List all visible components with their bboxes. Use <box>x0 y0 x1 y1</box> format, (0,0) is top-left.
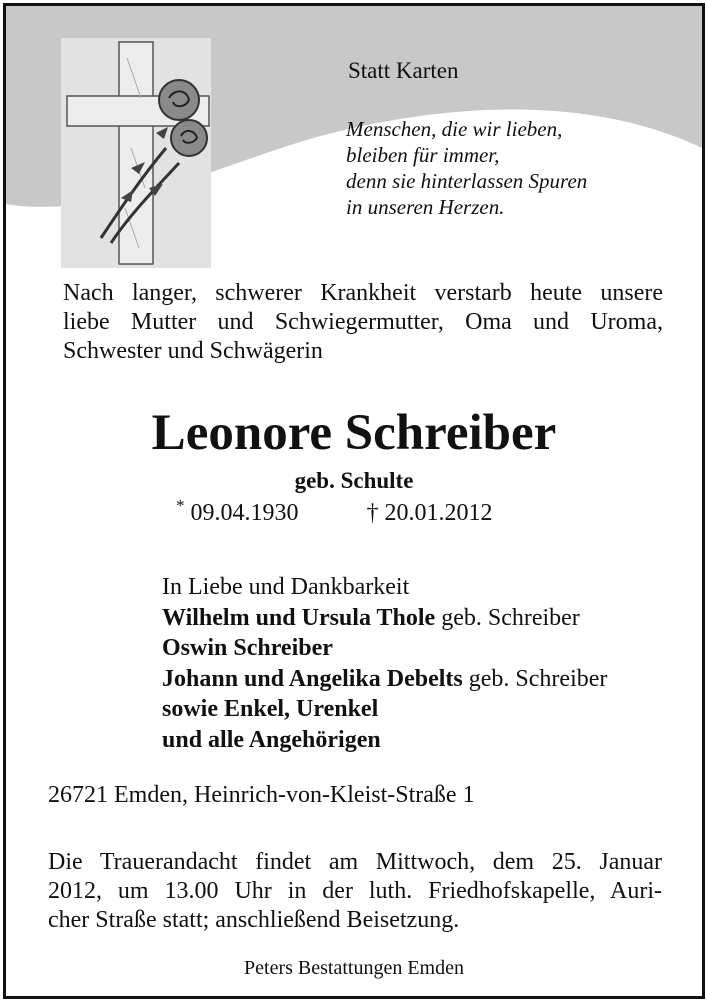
mourner-nee: geb. Schreiber <box>435 604 580 631</box>
address: 26721 Emden, Heinrich-von-Kleist-Straße 1 <box>48 782 475 808</box>
undertaker: Peters Bestattungen Emden <box>244 957 464 979</box>
mourners-list <box>162 572 607 755</box>
mourner-names: Wilhelm und Ursula Thole <box>162 604 436 631</box>
mourners-lead: In Liebe und Dankbarkeit <box>162 574 410 600</box>
birth-date: 09.04.1930 <box>190 500 299 526</box>
mourner-names: sowie Enkel, Urenkel <box>162 696 379 722</box>
death-date: 20.01.2012 <box>384 500 493 526</box>
service-line: cher Straße statt; anschließend Beisetzung. <box>48 907 460 933</box>
intro-line: liebe Mutter und Schwiegermutter, Oma und Uroma, <box>63 309 663 335</box>
mourner-line <box>162 664 607 695</box>
intro-line: Nach langer, schwerer Krankheit verstarb heute unsere <box>63 280 663 306</box>
service-line: 2012, um 13.00 Uhr in der luth. Friedhofskapelle, Auri- <box>48 878 662 904</box>
poem-line: denn sie hinterlassen Spuren <box>346 169 588 193</box>
poem-line: Menschen, die wir lieben, <box>346 117 563 141</box>
cross-with-roses-icon <box>61 38 221 268</box>
mourner-names: und alle Angehörigen <box>162 726 381 753</box>
intro-text <box>63 279 663 366</box>
statt-karten: Statt Karten <box>348 58 459 83</box>
obituary-notice <box>3 3 705 999</box>
poem <box>346 116 587 220</box>
maiden-name: geb. Schulte <box>294 468 414 493</box>
mourner-line <box>162 725 607 756</box>
deceased-name: Leonore Schreiber <box>151 405 557 461</box>
life-dates <box>176 496 493 527</box>
mourner-names: Oswin Schreiber <box>162 635 333 661</box>
service-line: Die Trauerandacht findet am Mittwoch, dem 25. Januar <box>48 849 662 875</box>
mourner-line <box>162 694 607 725</box>
mourner-line <box>162 633 607 664</box>
poem-line: in unseren Herzen. <box>346 195 505 219</box>
death-cross-icon: † <box>366 500 379 526</box>
mourner-names: Johann und Angelika Debelts <box>162 665 463 692</box>
mourner-line <box>162 603 607 634</box>
poem-line: bleiben für immer, <box>346 143 500 167</box>
intro-line: Schwester und Schwägerin <box>63 338 323 364</box>
mourner-nee: geb. Schreiber <box>462 665 608 692</box>
birth-star-icon: * <box>176 496 185 515</box>
service-info <box>48 848 662 935</box>
